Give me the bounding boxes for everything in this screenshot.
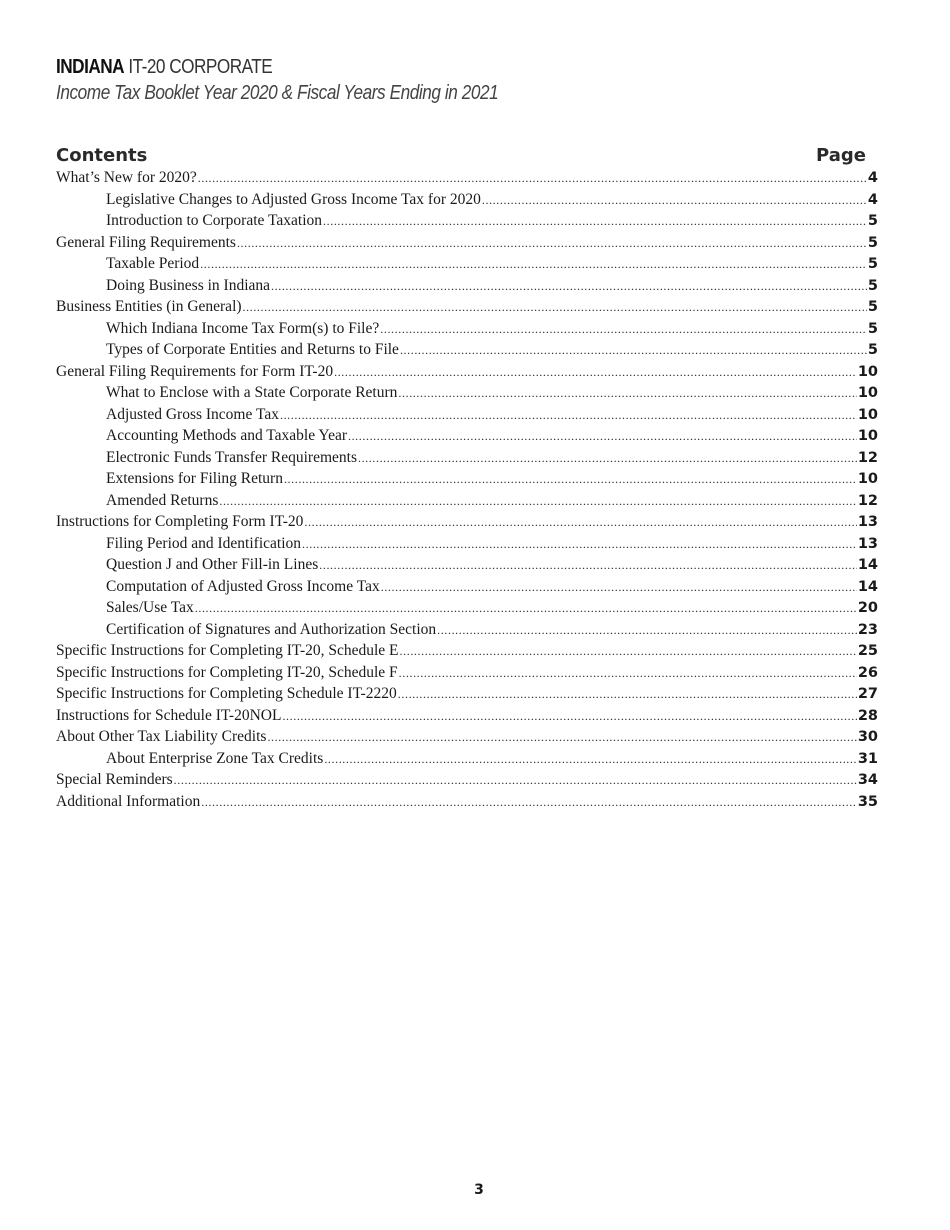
toc-entry-page: 5 [867, 234, 878, 251]
toc-entry-page: 10 [857, 406, 878, 423]
toc-entry[interactable] [56, 621, 878, 643]
toc-entry-title: Specific Instructions for Completing Schedule IT-2220 [56, 685, 397, 702]
toc-entry-page: 5 [867, 213, 878, 229]
toc-entry-page: 31 [857, 750, 878, 767]
toc-entry[interactable] [56, 793, 878, 815]
toc-entry-title: Business Entities (in General) [56, 298, 242, 315]
toc-entry-page: 5 [867, 256, 878, 272]
toc-entry-page: 34 [857, 772, 878, 788]
toc-entry-page: 14 [857, 578, 878, 595]
toc-entry-title: About Other Tax Liability Credits [56, 728, 267, 745]
toc-entry[interactable] [56, 169, 878, 191]
toc-entry-title: About Enterprise Zone Tax Credits [106, 749, 324, 767]
toc-entry[interactable] [56, 298, 878, 320]
toc-leader-dots [482, 193, 867, 208]
toc-leader-dots [398, 386, 856, 401]
toc-leader-dots [358, 451, 857, 466]
toc-entry[interactable] [56, 535, 878, 557]
toc-entry-title: Computation of Adjusted Gross Income Tax [106, 577, 380, 595]
toc-entry-title: Instructions for Completing Form IT-20 [56, 513, 304, 530]
toc-entry[interactable] [56, 363, 878, 385]
toc-leader-dots [200, 257, 867, 272]
toc-leader-dots [381, 580, 857, 595]
toc-leader-dots [398, 687, 857, 702]
toc-entry-title: What to Enclose with a State Corporate Return [106, 384, 398, 401]
toc-entry-title: Instructions for Schedule IT-20NOL [56, 706, 282, 724]
toc-entry[interactable] [56, 427, 878, 449]
toc-leader-dots [437, 623, 857, 638]
toc-entry[interactable] [56, 707, 878, 729]
toc-leader-dots [334, 365, 857, 380]
toc-entry-page: 10 [857, 363, 878, 380]
toc-entry[interactable] [56, 234, 878, 256]
toc-entry-page: 10 [857, 471, 878, 487]
toc-entry[interactable] [56, 664, 878, 686]
toc-leader-dots [282, 709, 856, 724]
toc-entry-title: Amended Returns [106, 491, 219, 509]
toc-leader-dots [280, 408, 857, 423]
toc-entry-page: 35 [857, 793, 878, 810]
toc-entry-title: Filing Period and Identification [106, 534, 302, 552]
booklet-subtitle: Income Tax Booklet Year 2020 & Fiscal Years Ending in 2021 [56, 82, 499, 104]
page-column-label: Page [816, 145, 866, 166]
toc-entry-page: 4 [867, 191, 878, 208]
toc-leader-dots [319, 558, 857, 573]
toc-entry[interactable] [56, 771, 878, 793]
toc-entry-title: General Filing Requirements for Form IT-20 [56, 362, 334, 380]
toc-entry-title: Types of Corporate Entities and Returns to File [106, 341, 399, 358]
toc-entry-title: Specific Instructions for Completing IT-20, Schedule E [56, 642, 399, 659]
toc-leader-dots [302, 537, 857, 552]
toc-entry-page: 23 [857, 621, 878, 638]
table-of-contents [56, 169, 878, 814]
toc-leader-dots [195, 601, 857, 616]
toc-entry-title: Additional Information [56, 792, 201, 810]
toc-entry[interactable] [56, 513, 878, 535]
toc-entry-title: Taxable Period [106, 255, 200, 272]
toc-entry[interactable] [56, 255, 878, 277]
toc-leader-dots [323, 214, 867, 229]
toc-entry-page: 5 [867, 299, 878, 315]
toc-entry[interactable] [56, 728, 878, 750]
toc-entry-page: 12 [857, 492, 878, 509]
toc-entry-page: 27 [857, 686, 878, 702]
form-name: IT-20 CORPORATE [128, 56, 273, 78]
toc-leader-dots [174, 773, 857, 788]
toc-leader-dots [284, 472, 857, 487]
toc-entry[interactable] [56, 212, 878, 234]
toc-entry-title: Question J and Other Fill-in Lines [106, 556, 319, 573]
toc-entry-page: 5 [867, 277, 878, 294]
toc-leader-dots [399, 666, 857, 681]
booklet-title [56, 54, 498, 80]
toc-entry-page: 28 [857, 707, 878, 724]
toc-leader-dots [400, 343, 867, 358]
toc-entry-page: 20 [857, 600, 878, 616]
toc-entry[interactable] [56, 685, 878, 707]
toc-entry-page: 13 [857, 514, 878, 530]
toc-entry[interactable] [56, 750, 878, 772]
contents-heading [56, 145, 866, 167]
toc-entry-page: 30 [857, 729, 878, 745]
toc-entry-page: 25 [857, 643, 878, 659]
toc-entry-title: General Filing Requirements [56, 233, 236, 251]
toc-entry-page: 13 [857, 535, 878, 552]
toc-entry[interactable] [56, 492, 878, 514]
toc-leader-dots [219, 494, 856, 509]
toc-entry-title: Sales/Use Tax [106, 599, 194, 616]
toc-entry[interactable] [56, 556, 878, 578]
toc-entry[interactable] [56, 599, 878, 621]
toc-entry-title: Electronic Funds Transfer Requirements [106, 448, 357, 466]
toc-entry-page: 12 [857, 449, 878, 466]
toc-entry-title: Introduction to Corporate Taxation [106, 212, 323, 229]
contents-title: Contents [56, 145, 148, 166]
toc-entry[interactable] [56, 449, 878, 471]
toc-entry-title: What’s New for 2020? [56, 169, 197, 186]
toc-leader-dots [380, 322, 867, 337]
toc-entry[interactable] [56, 406, 878, 428]
toc-leader-dots [267, 730, 856, 745]
state-name: INDIANA [56, 56, 125, 78]
toc-leader-dots [198, 171, 867, 186]
toc-leader-dots [348, 429, 857, 444]
toc-entry-title: Adjusted Gross Income Tax [106, 405, 279, 423]
toc-entry-page: 26 [857, 664, 878, 681]
toc-entry[interactable] [56, 470, 878, 492]
toc-leader-dots [324, 752, 857, 767]
toc-entry[interactable] [56, 191, 878, 213]
toc-entry[interactable] [56, 642, 878, 664]
toc-entry[interactable] [56, 578, 878, 600]
toc-entry-title: Legislative Changes to Adjusted Gross Income Tax for 2020 [106, 190, 481, 208]
toc-entry-page: 14 [857, 557, 878, 573]
toc-entry[interactable] [56, 320, 878, 342]
document-header [56, 54, 570, 106]
toc-leader-dots [400, 644, 857, 659]
toc-entry-page: 5 [867, 320, 878, 337]
page-number: 3 [474, 1182, 484, 1198]
toc-entry-title: Which Indiana Income Tax Form(s) to File? [106, 319, 380, 337]
toc-entry-title: Specific Instructions for Completing IT-20, Schedule F [56, 663, 398, 681]
toc-entry-title: Special Reminders [56, 771, 173, 788]
toc-leader-dots [243, 300, 867, 315]
toc-entry[interactable] [56, 277, 878, 299]
toc-entry-page: 10 [857, 428, 878, 444]
toc-entry-title: Extensions for Filing Return [106, 470, 283, 487]
toc-leader-dots [304, 515, 856, 530]
toc-entry-page: 5 [867, 342, 878, 358]
toc-leader-dots [201, 795, 857, 810]
toc-entry[interactable] [56, 341, 878, 363]
toc-leader-dots [271, 279, 867, 294]
toc-entry-page: 10 [857, 385, 878, 401]
toc-entry-title: Accounting Methods and Taxable Year [106, 427, 347, 444]
toc-entry[interactable] [56, 384, 878, 406]
toc-entry-page: 4 [867, 170, 878, 186]
toc-leader-dots [237, 236, 867, 251]
toc-entry-title: Certification of Signatures and Authorization Section [106, 620, 437, 638]
toc-entry-title: Doing Business in Indiana [106, 276, 271, 294]
